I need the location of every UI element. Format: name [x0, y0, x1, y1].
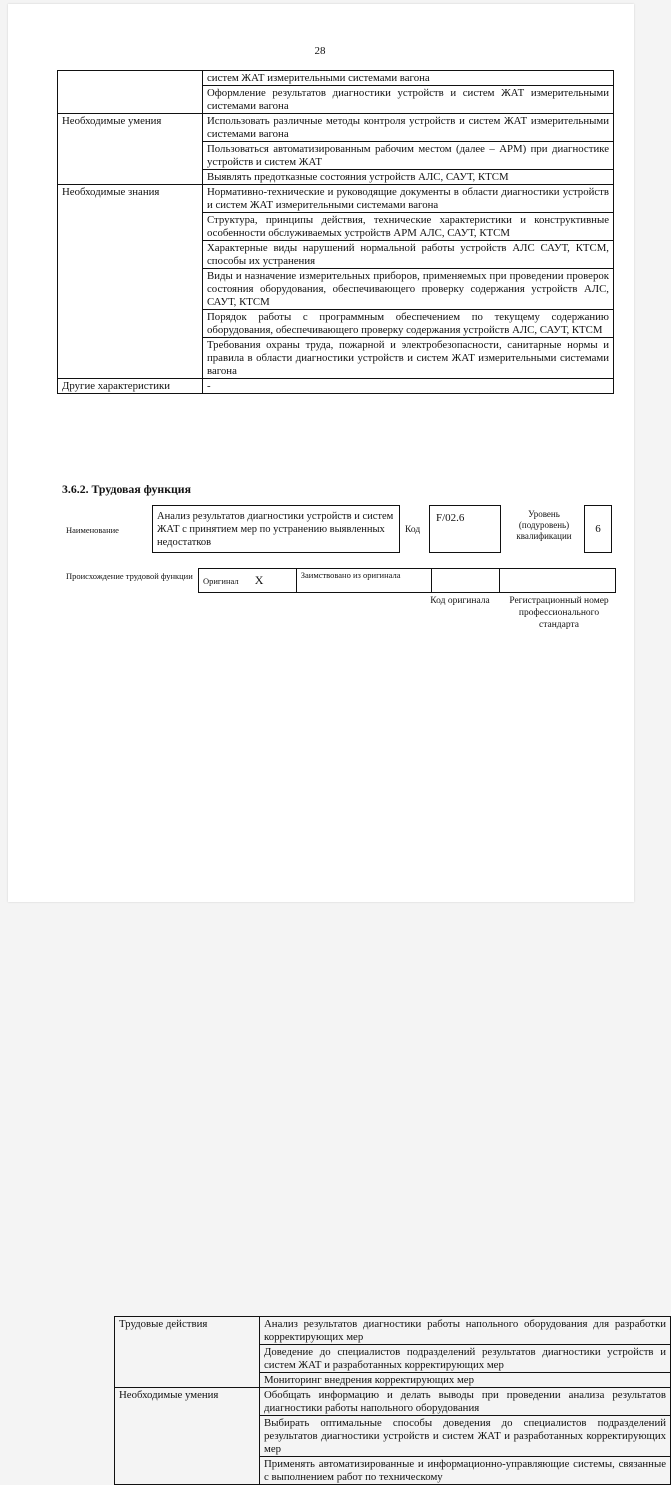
- reg-number-caption: Регистрационный номер профессионального стандарта: [509, 596, 609, 630]
- table-row: [58, 114, 614, 142]
- row-label: Необходимые умения: [58, 114, 203, 185]
- borrowed-cell: Заимствовано из оригинала: [296, 569, 431, 593]
- origin-table: [198, 568, 616, 593]
- table-cell: Анализ результатов диагностики работы напольного оборудования для разработки корректирующих мер: [260, 1317, 671, 1345]
- code-original-cell: [431, 569, 499, 593]
- table-cell: -: [203, 379, 614, 394]
- row-label: Другие характеристики: [58, 379, 203, 394]
- page-number: 28: [314, 45, 326, 57]
- table-cell: Применять автоматизированные и информационно-управляющие системы, связанные с выполнением работ по техническому: [260, 1457, 671, 1485]
- original-mark: X: [254, 572, 264, 587]
- original-label: Оригинал: [203, 575, 239, 586]
- level-value: 6: [595, 523, 601, 535]
- row-label: Необходимые знания: [58, 185, 203, 379]
- level-box: [584, 505, 612, 553]
- section-title: 3.6.2. Трудовая функция: [62, 482, 191, 496]
- table-cell: Обобщать информацию и делать выводы при проведении анализа результатов диагностики работы напольного оборудования: [260, 1388, 671, 1416]
- table-row: [58, 71, 614, 86]
- table-row: [115, 1388, 671, 1416]
- table-cell: Виды и назначение измерительных приборов, применяемых при проведении проверок состояния оборудования, обеспечивающего проверку содержания устройств АЛС, САУТ, КТСМ: [203, 269, 614, 310]
- table-row: [58, 379, 614, 394]
- row-label: [58, 71, 203, 114]
- table-cell: Оформление результатов диагностики устройств и систем ЖАТ измерительными системами вагона: [203, 86, 614, 114]
- reg-number-cell: [499, 569, 615, 593]
- table-cell: Выявлять предотказные состояния устройств АЛС, САУТ, КТСМ: [203, 170, 614, 185]
- row-label: Необходимые умения: [115, 1388, 260, 1485]
- table-cell: Доведение до специалистов подразделений результатов диагностики устройств и систем ЖАТ и разработанных корректирующих мер: [260, 1345, 671, 1373]
- labor-actions-table-clip: [57, 656, 666, 1483]
- code-original-caption: Код оригинала: [430, 596, 490, 606]
- original-cell: [199, 569, 297, 593]
- labor-actions-table: [114, 1316, 671, 1485]
- table-cell: Нормативно-технические и руководящие документы в области диагностики устройств и систем ЖАТ измерительными системами вагона: [203, 185, 614, 213]
- table-cell: Выбирать оптимальные способы доведения до специалистов подразделений результатов диагностики устройств и систем ЖАТ и разработанных корректирующих мер: [260, 1416, 671, 1457]
- row-label: Трудовые действия: [115, 1317, 260, 1388]
- code-value: F/02.6: [436, 512, 465, 524]
- table-cell: систем ЖАТ измерительными системами вагона: [203, 71, 614, 86]
- table-cell: Структура, принципы действия, технические характеристики и конструктивные особенности обслуживаемых устройств АРМ АЛС, САУТ, КТСМ: [203, 213, 614, 241]
- code-box: [429, 505, 501, 553]
- table-cell: Пользоваться автоматизированным рабочим местом (далее – АРМ) при диагностике устройств и систем ЖАТ: [203, 142, 614, 170]
- function-name-box: [152, 505, 400, 553]
- code-label: Код: [405, 525, 421, 535]
- function-name: Анализ результатов диагностики устройств и систем ЖАТ с принятием мер по устранению выявленных недостатков: [157, 511, 394, 548]
- table-row: [58, 185, 614, 213]
- table-cell: Характерные виды нарушений нормальной работы устройств АЛС САУТ, КТСМ, способы их устранения: [203, 241, 614, 269]
- table-cell: Требования охраны труда, пожарной и электробезопасности, санитарные нормы и правила в области диагностики устройств и систем ЖАТ измерительными системами вагона: [203, 338, 614, 379]
- table-cell: Мониторинг внедрения корректирующих мер: [260, 1373, 671, 1388]
- origin-label: Происхождение трудовой функции: [66, 571, 193, 581]
- name-label: Наименование: [66, 525, 119, 535]
- skills-knowledge-table: [57, 70, 614, 394]
- level-label: Уровень (подуровень) квалификации: [516, 509, 572, 541]
- table-row: [115, 1317, 671, 1345]
- table-row: [199, 569, 616, 593]
- table-cell: Порядок работы с программным обеспечением по текущему содержанию оборудования, обеспечивающего проверку содержания устройств АЛС, САУТ, КТСМ: [203, 310, 614, 338]
- table-cell: Использовать различные методы контроля устройств и систем ЖАТ измерительными системами вагона: [203, 114, 614, 142]
